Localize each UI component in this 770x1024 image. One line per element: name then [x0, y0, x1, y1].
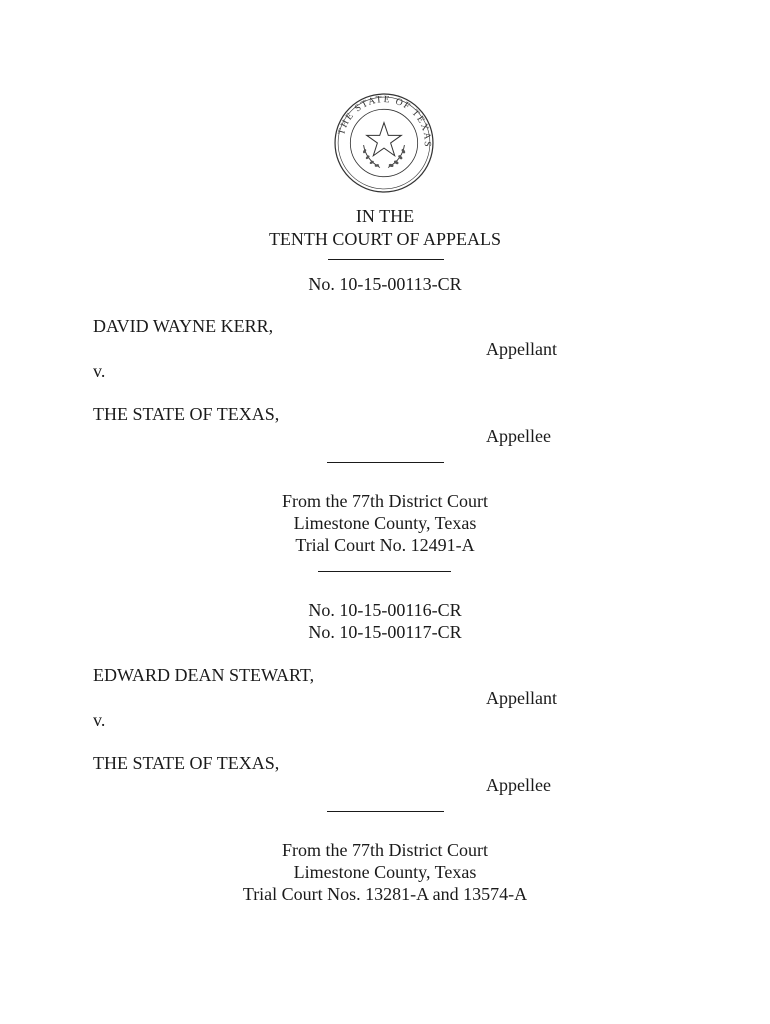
versus-label: v. — [93, 361, 106, 381]
appellant-role: Appellant — [486, 339, 557, 359]
divider-rule — [327, 462, 444, 463]
trial-court-line: From the 77th District Court — [282, 840, 488, 860]
appellee-name: THE STATE OF TEXAS, — [93, 404, 280, 424]
seal-text: THE STATE OF TEXAS — [336, 94, 433, 149]
divider-rule — [318, 571, 451, 572]
case-number: No. 10-15-00116-CR — [308, 600, 462, 620]
case-number: No. 10-15-00113-CR — [308, 274, 462, 294]
court-name: TENTH COURT OF APPEALS — [268, 229, 502, 249]
appellant-name: EDWARD DEAN STEWART, — [93, 665, 315, 685]
appellee-role: Appellee — [486, 775, 551, 795]
trial-court-line: From the 77th District Court — [282, 491, 488, 511]
divider-rule — [327, 811, 444, 812]
case-number: No. 10-15-00117-CR — [308, 622, 462, 642]
county-line: Limestone County, Texas — [293, 862, 477, 882]
county-line: Limestone County, Texas — [293, 513, 477, 533]
appellant-role: Appellant — [486, 688, 557, 708]
texas-state-seal — [333, 92, 435, 194]
heading-in-the: IN THE — [355, 206, 415, 226]
appellant-name: DAVID WAYNE KERR, — [93, 316, 274, 336]
trial-court-number: Trial Court Nos. 13281-A and 13574-A — [242, 884, 528, 904]
appellee-role: Appellee — [486, 426, 551, 446]
divider-rule — [328, 259, 444, 260]
trial-court-number: Trial Court No. 12491-A — [295, 535, 475, 555]
appellee-name: THE STATE OF TEXAS, — [93, 753, 280, 773]
versus-label: v. — [93, 710, 106, 730]
